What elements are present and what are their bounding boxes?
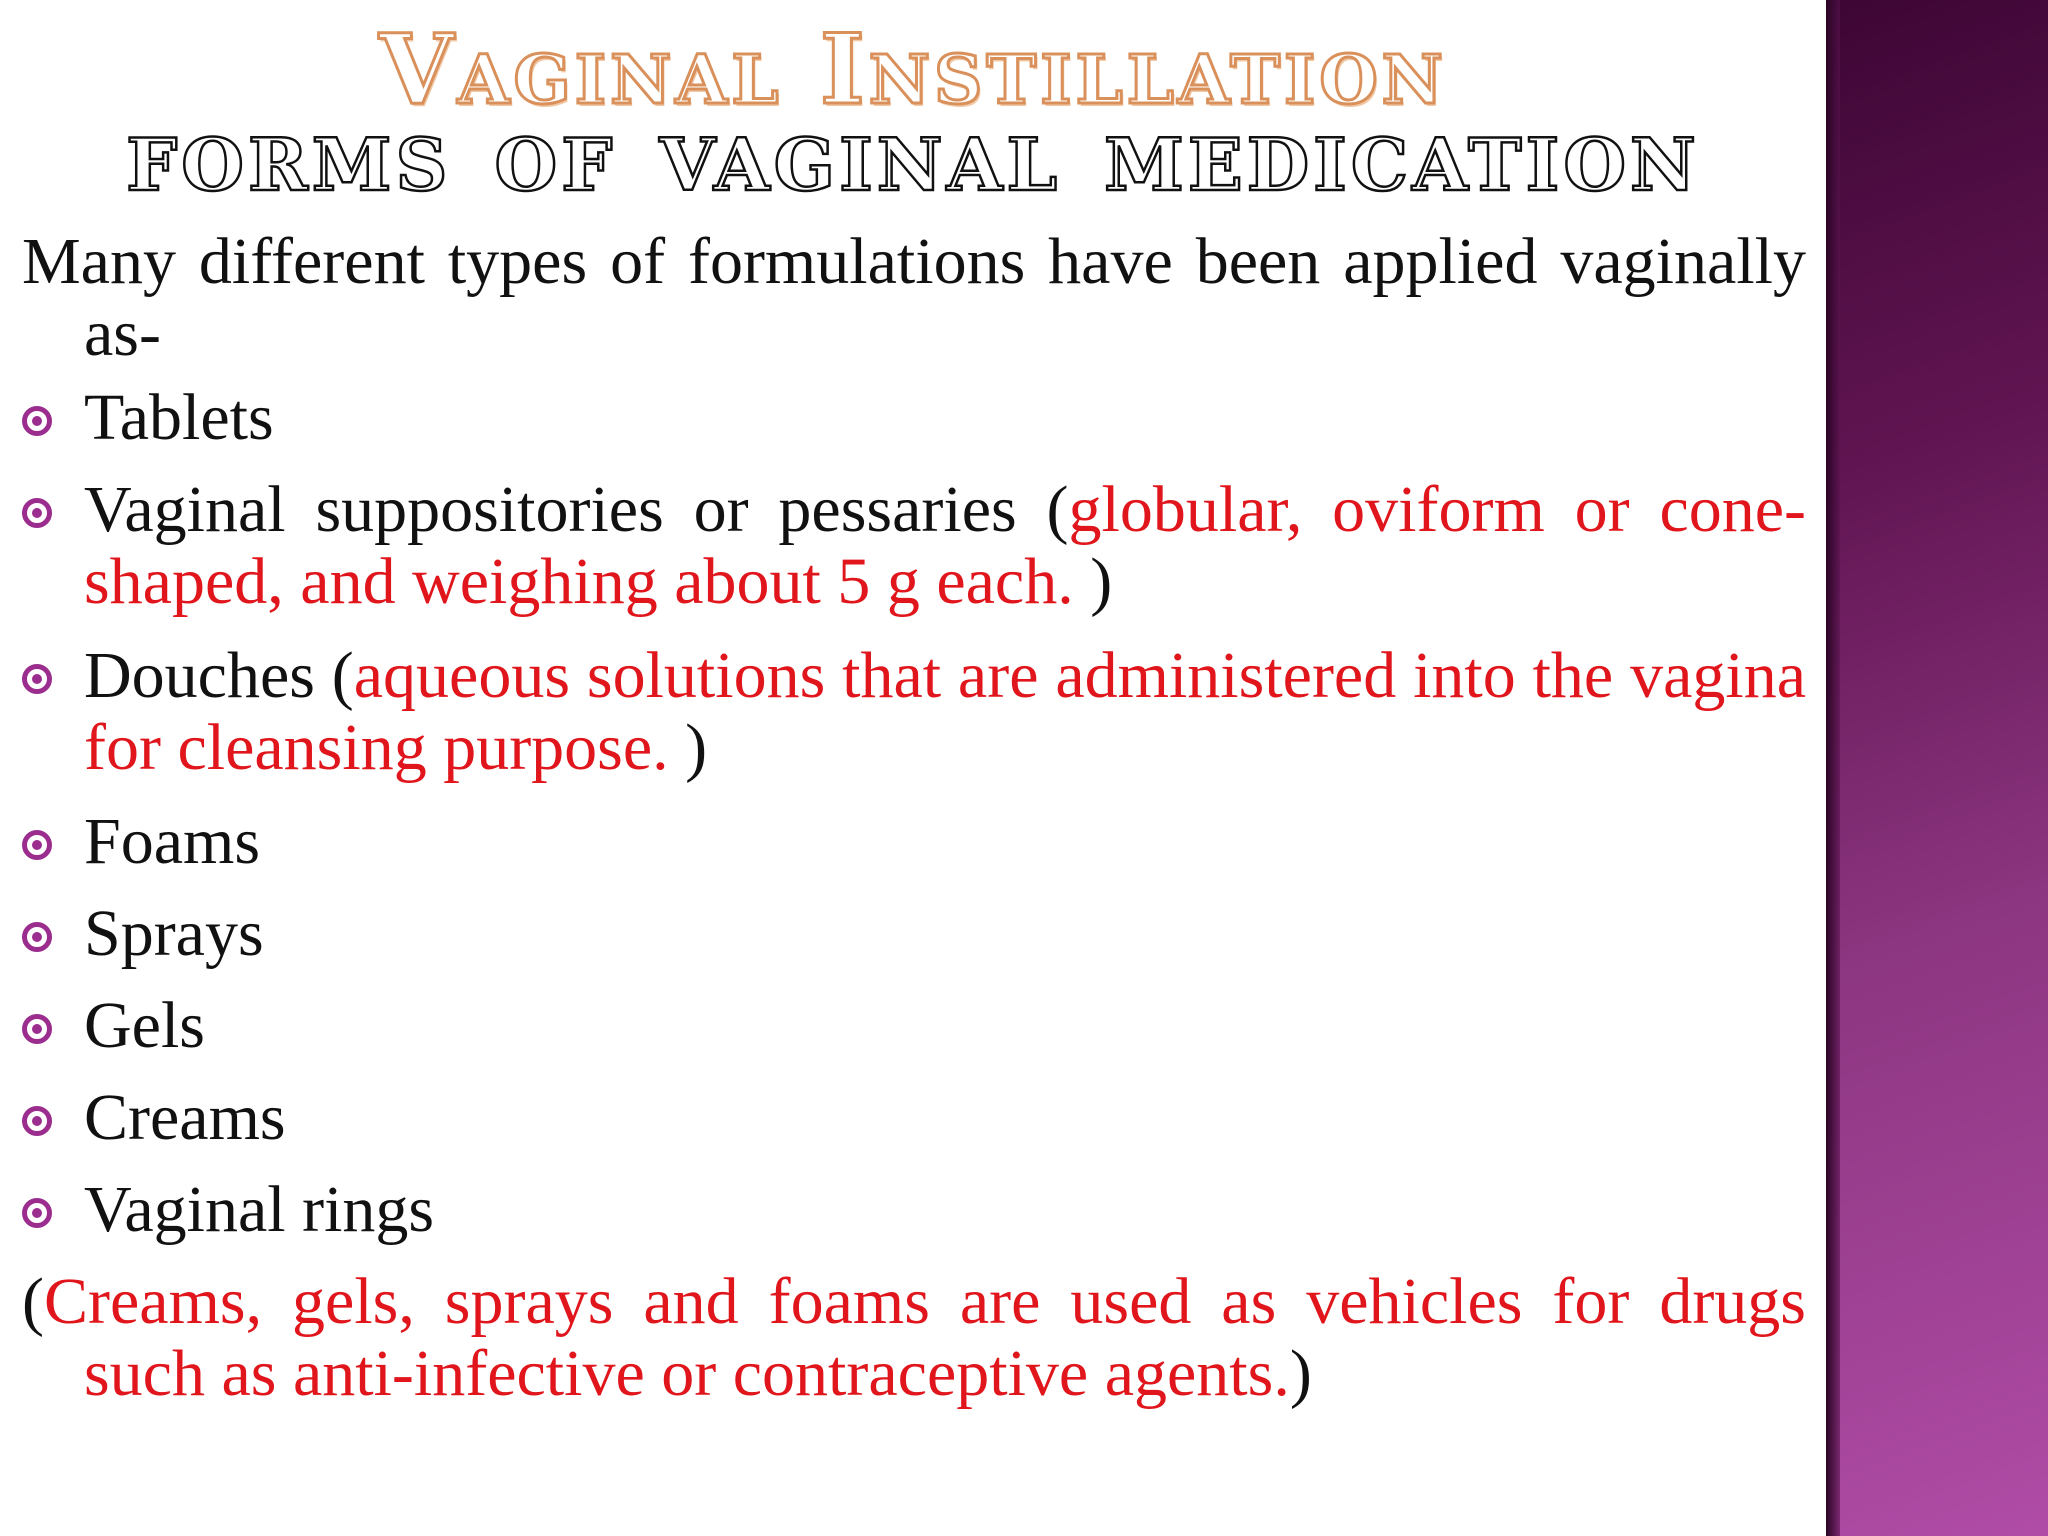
item-label: Douches ( — [84, 639, 354, 712]
item-label: Foams — [84, 805, 261, 878]
circle-bullet-icon — [22, 1198, 52, 1228]
item-note: globular, oviform or cone-shaped, and weighing about 5 g each. — [84, 473, 1807, 618]
item-label: Vaginal suppositories or pessaries ( — [84, 473, 1069, 546]
item-label: Creams — [84, 1081, 286, 1154]
intro-paragraph: Many different types of formulations have been applied vaginally as- — [22, 225, 1806, 370]
circle-bullet-icon — [22, 1014, 52, 1044]
item-label: Gels — [84, 989, 205, 1062]
slide-subtitle: FORMS OF VAGINAL MEDICATION — [126, 122, 1700, 207]
footer-note-text: Creams, gels, sprays and foams are used as vehicles for drugs such as anti-infective or contraceptive agents. — [43, 1265, 1806, 1410]
circle-bullet-icon — [22, 498, 52, 528]
list-item — [22, 806, 1806, 878]
slide-title: Vaginal Instillation — [379, 13, 1447, 126]
item-label: Vaginal rings — [84, 1173, 435, 1246]
list-item — [22, 382, 1806, 454]
item-close: ) — [685, 711, 708, 784]
list-item — [22, 898, 1806, 970]
slide-body — [22, 226, 1806, 1410]
list-item — [22, 1174, 1806, 1246]
list-item — [22, 474, 1806, 618]
footer-note — [22, 1266, 1806, 1410]
list-item — [22, 640, 1806, 784]
circle-bullet-icon — [22, 406, 52, 436]
item-label: Tablets — [84, 381, 274, 454]
circle-bullet-icon — [22, 830, 52, 860]
formulation-list — [22, 382, 1806, 1246]
list-item — [22, 990, 1806, 1062]
circle-bullet-icon — [22, 1106, 52, 1136]
footer-open: ( — [22, 1265, 44, 1338]
footer-close: ) — [1289, 1337, 1312, 1410]
item-close: ) — [1090, 545, 1113, 618]
decorative-side-band — [1826, 0, 2048, 1536]
circle-bullet-icon — [22, 664, 52, 694]
circle-bullet-icon — [22, 922, 52, 952]
item-label: Sprays — [84, 897, 264, 970]
list-item — [22, 1082, 1806, 1154]
item-note: aqueous solutions that are administered into the vagina for cleansing purpose. — [84, 639, 1806, 784]
